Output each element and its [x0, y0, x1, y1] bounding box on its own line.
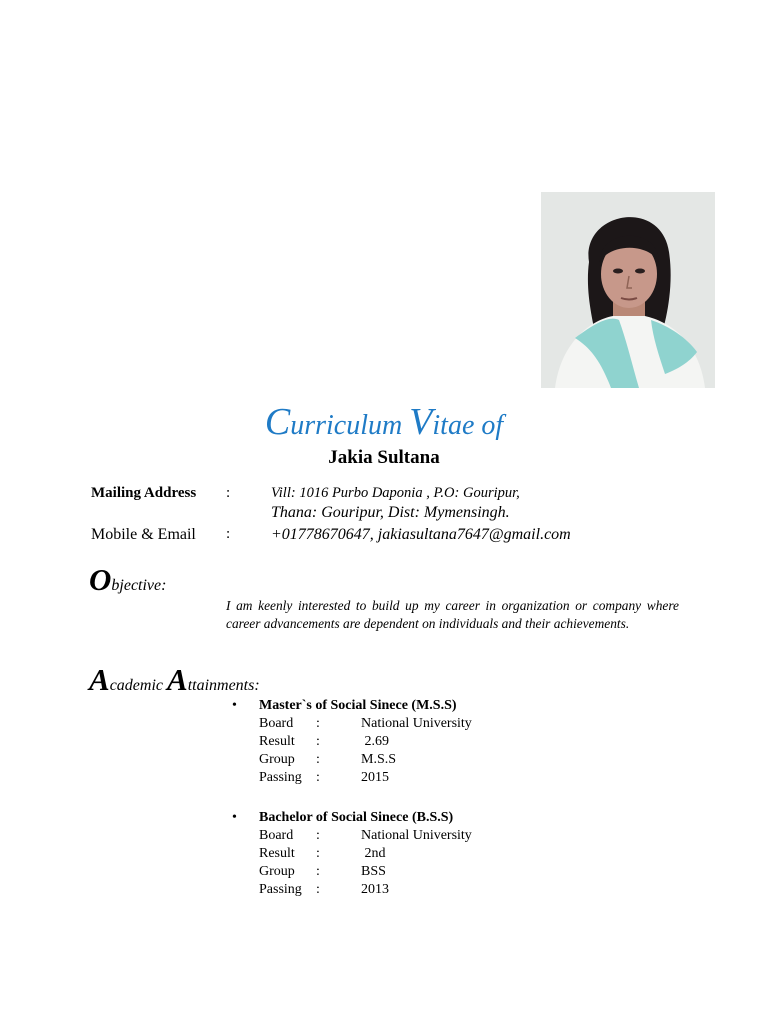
mobile-email-label: Mobile & Email — [91, 526, 196, 543]
row-colon: : — [316, 752, 320, 767]
academic-heading — [89, 662, 260, 698]
row-colon: : — [316, 734, 320, 749]
row-value: 2nd — [361, 846, 386, 861]
objective-heading-rest: bjective: — [111, 577, 167, 594]
title-part-2: itae of — [432, 410, 504, 441]
row-colon: : — [316, 770, 320, 785]
academic-heading-initial-2: A — [167, 662, 188, 697]
candidate-name: Jakia Sultana — [328, 447, 440, 468]
portrait-photo-icon — [541, 192, 715, 388]
academic-heading-rest-1: cademic — [109, 677, 167, 694]
row-colon: : — [316, 716, 320, 731]
row-value: BSS — [361, 864, 386, 879]
degree-title: Master`s of Social Sinece (M.S.S) — [259, 698, 457, 713]
row-value: 2.69 — [361, 734, 389, 749]
objective-heading-initial: O — [89, 562, 112, 597]
title-initial-v: V — [409, 401, 433, 443]
row-value: 2013 — [361, 882, 389, 897]
mailing-address-line-1: Vill: 1016 Purbo Daponia , P.O: Gouripur, — [271, 485, 520, 501]
row-value: 2015 — [361, 770, 389, 785]
bullet-icon: • — [232, 810, 237, 825]
row-value: National University — [361, 716, 472, 731]
degree-title: Bachelor of Social Sinece (B.S.S) — [259, 810, 454, 825]
row-value: National University — [361, 828, 472, 843]
profile-photo — [541, 192, 715, 388]
title-initial-c: C — [264, 401, 291, 443]
row-colon: : — [316, 828, 320, 843]
row-key: Group — [259, 864, 295, 879]
row-key: Result — [259, 846, 295, 861]
title-part-1: urriculum — [290, 410, 410, 441]
mobile-email-value: +01778670647, jakiasultana7647@gmail.com — [271, 526, 571, 543]
row-key: Passing — [259, 882, 302, 897]
mailing-address-line-2: Thana: Gouripur, Dist: Mymensingh. — [271, 504, 510, 521]
objective-heading — [89, 562, 166, 598]
mobile-email-colon: : — [226, 526, 231, 542]
mailing-address-colon: : — [226, 485, 231, 501]
objective-text: I am keenly interested to build up my career in organization or company where career advancements are dependent on individuals and their achievements. — [226, 598, 679, 631]
row-value: M.S.S — [361, 752, 397, 767]
row-key: Board — [259, 828, 294, 843]
row-key: Result — [259, 734, 295, 749]
academic-heading-initial-1: A — [89, 662, 110, 697]
bullet-icon: • — [232, 698, 237, 713]
document-title — [0, 400, 768, 444]
row-colon: : — [316, 864, 320, 879]
row-key: Group — [259, 752, 295, 767]
row-colon: : — [316, 846, 320, 861]
row-key: Passing — [259, 770, 302, 785]
row-colon: : — [316, 882, 320, 897]
academic-heading-rest-2: ttainments: — [187, 677, 260, 694]
row-key: Board — [259, 716, 294, 731]
mailing-address-label: Mailing Address — [91, 485, 197, 501]
